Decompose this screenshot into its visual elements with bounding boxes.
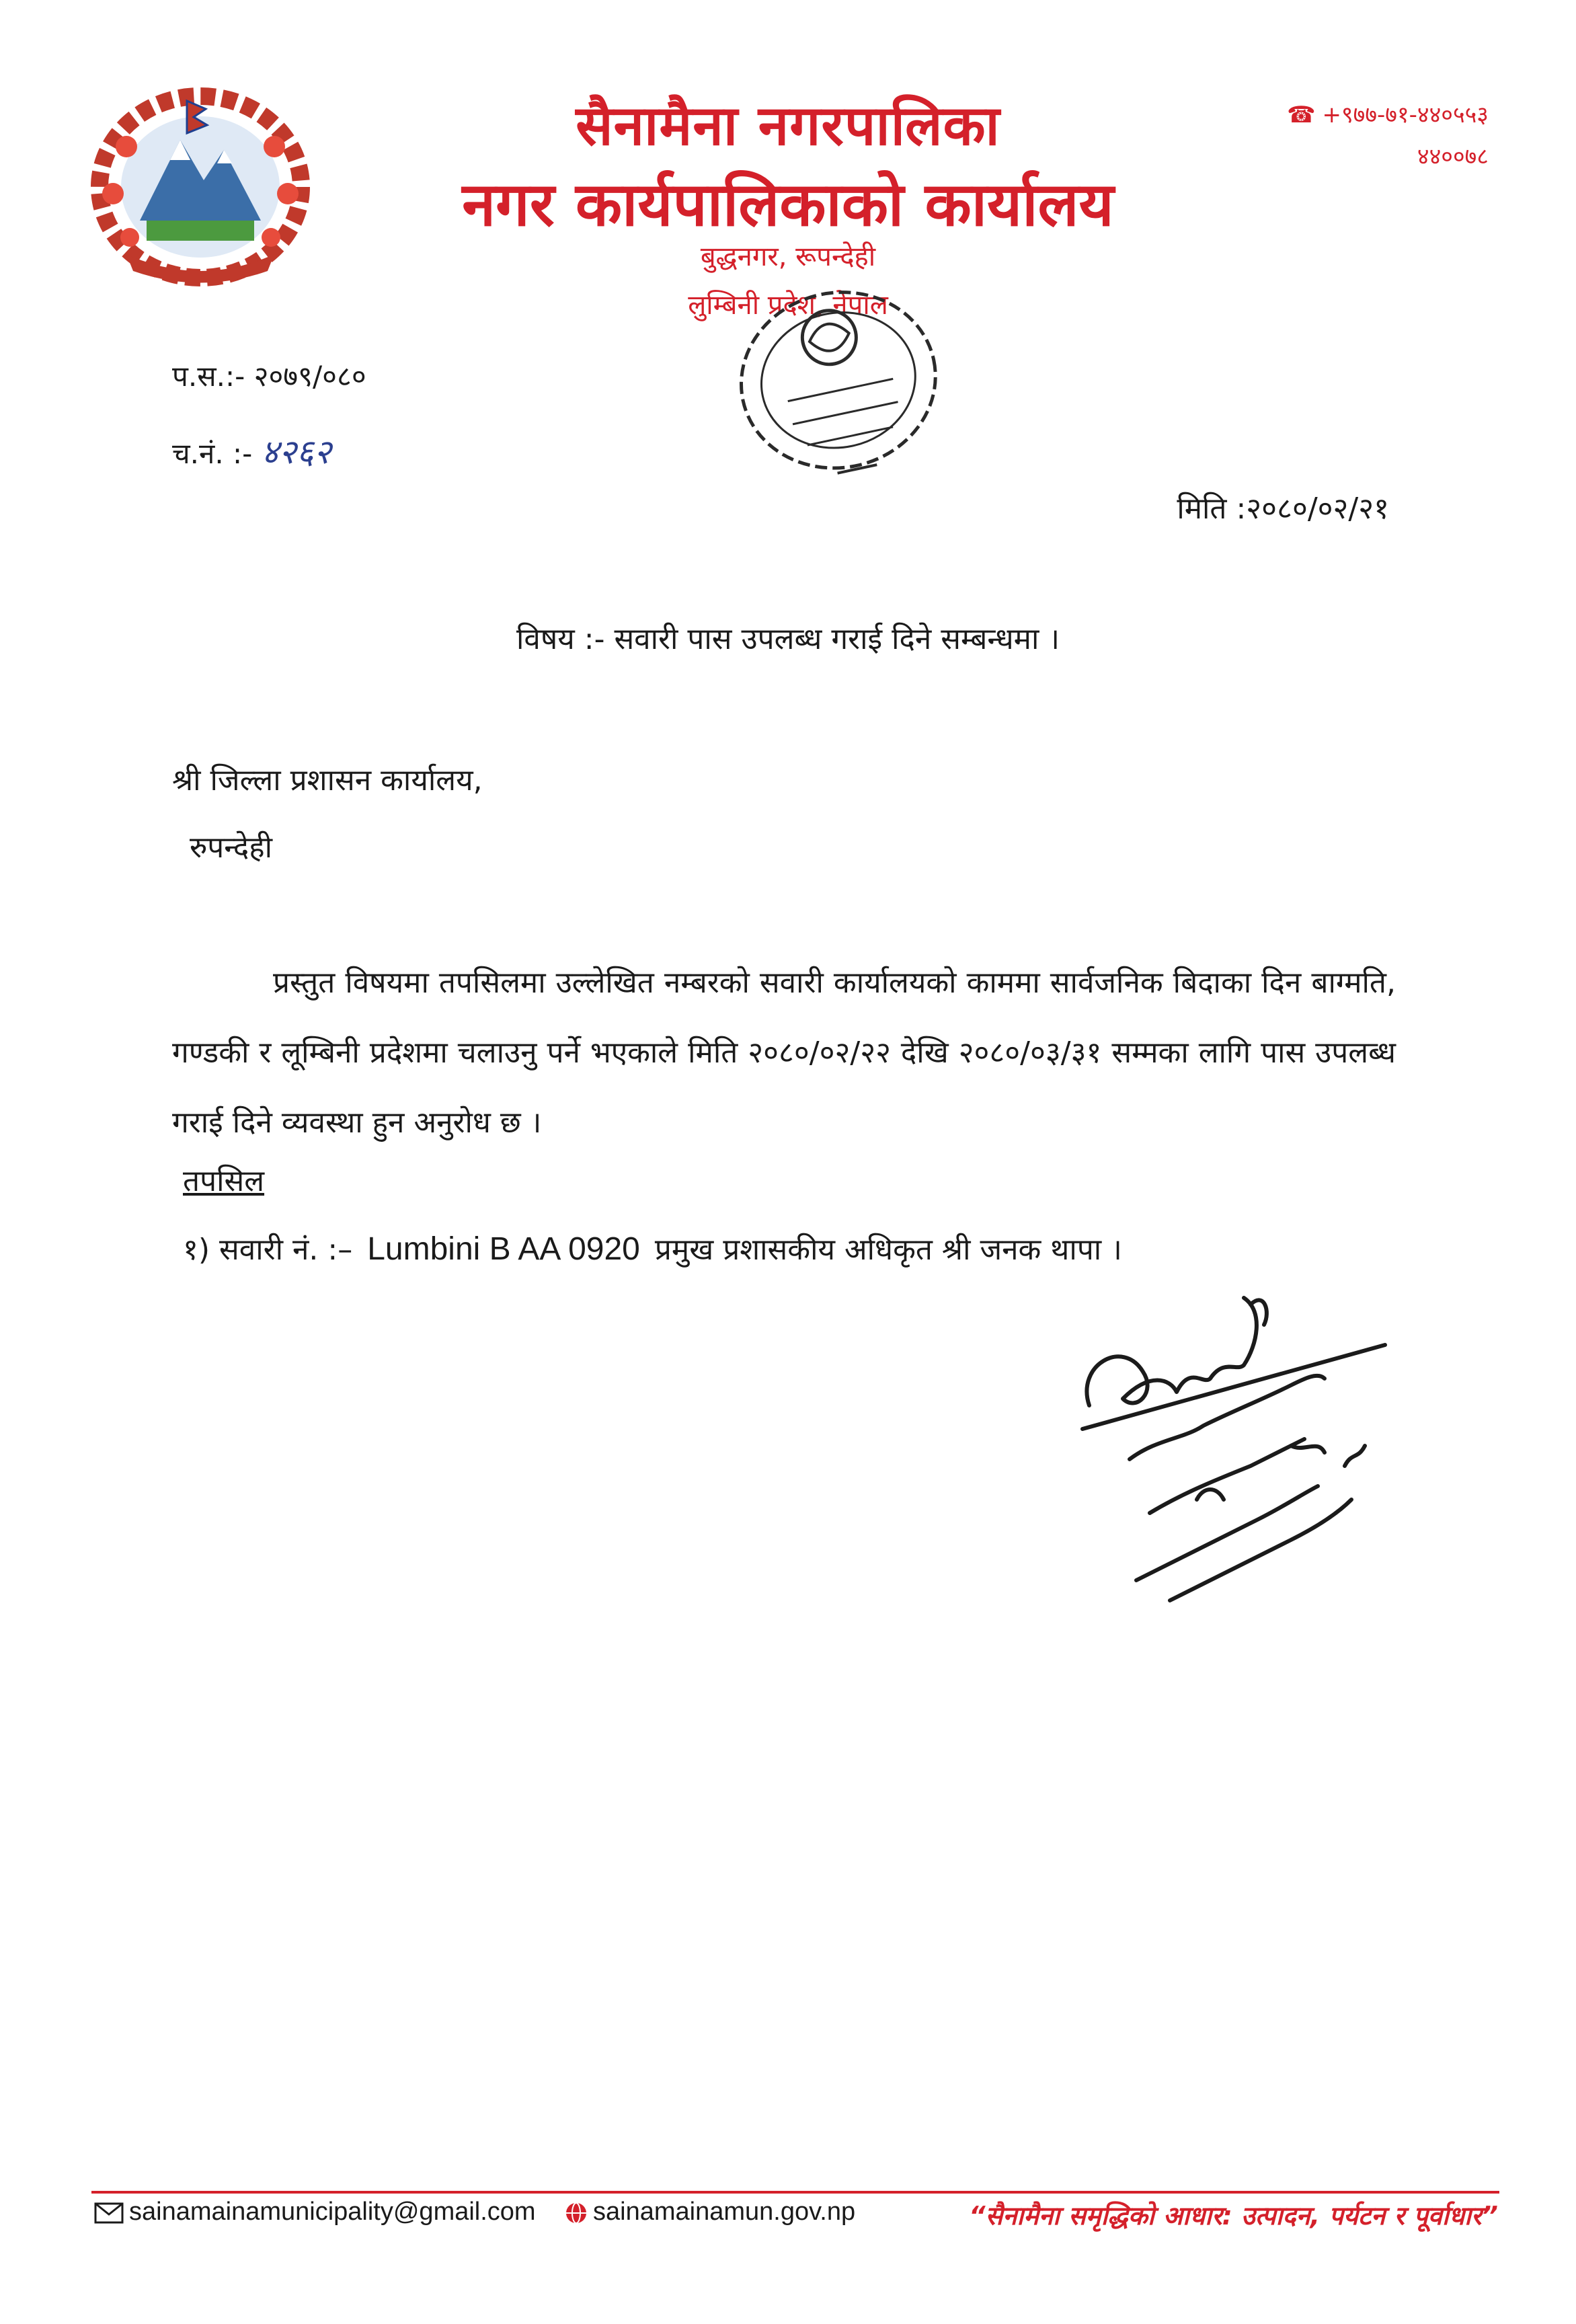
vehicle-item-prefix: १) सवारी नं. :– bbox=[183, 1233, 353, 1267]
footer-motto: “सैनामैना समृद्धिको आधार: उत्पादन, पर्यटन र पूर्वाधार” bbox=[969, 2201, 1498, 2231]
recipient-district: रुपन्देही bbox=[190, 830, 273, 865]
ps-label: प.स.:- bbox=[172, 360, 245, 393]
official-stamp-icon bbox=[713, 262, 968, 518]
reference-cn bbox=[172, 428, 331, 473]
footer-website-text[interactable]: sainamainamun.gov.np bbox=[593, 2198, 856, 2226]
footer-divider bbox=[91, 2191, 1499, 2194]
phone-block bbox=[1287, 94, 1489, 178]
municipality-name: सैनामैना नगरपालिका bbox=[576, 94, 1000, 158]
footer-email[interactable] bbox=[94, 2198, 536, 2226]
cn-label: च.नं. :- bbox=[172, 437, 253, 470]
vehicle-item bbox=[183, 1228, 1122, 1268]
footer-website[interactable] bbox=[565, 2198, 855, 2226]
cn-value: ४२६२ bbox=[261, 432, 331, 471]
envelope-icon bbox=[94, 2202, 124, 2224]
body-paragraph-text: प्रस्तुत विषयमा तपसिलमा उल्लेखित नम्बरको सवारी कार्यालयको काममा सार्वजनिक बिदाका दिन बाग्मति, गण्डकी र लूम्बिनी प्रदेशमा चलाउनु पर्ने भएकाले मिति २०८०/०२/२२ देखि २०८०/०३/३१ सम्मका लागि पास उपलब्ध गराई दिने व्यवस्था हुन अनुरोध छ । bbox=[172, 966, 1396, 1140]
office-name: नगर कार्यपालिकाको कार्यालय bbox=[462, 169, 1114, 240]
phone-number-2: ४४००७८ bbox=[1417, 143, 1489, 170]
ps-value: २०७९/०८० bbox=[253, 360, 366, 393]
handwritten-signature-icon bbox=[1062, 1284, 1439, 1661]
footer-email-text[interactable]: sainamainamunicipality@gmail.com bbox=[129, 2198, 536, 2226]
body-paragraph bbox=[172, 948, 1396, 1158]
vehicle-item-suffix: प्रमुख प्रशासकीय अधिकृत श्री जनक थापा । bbox=[654, 1233, 1122, 1267]
address-line2: लुम्बिनी प्रदेश, नेपाल bbox=[688, 290, 888, 321]
recipient-office: श्री जिल्ला प्रशासन कार्यालय, bbox=[172, 763, 483, 798]
globe-icon bbox=[565, 2202, 588, 2224]
phone-number-1: +९७७-७१-४४०५५३ bbox=[1322, 102, 1489, 128]
telephone-icon: ☎ bbox=[1287, 102, 1316, 128]
vehicle-number: Lumbini B AA 0920 bbox=[367, 1231, 640, 1267]
tapsil-heading: तपसिल bbox=[183, 1164, 265, 1198]
reference-ps bbox=[172, 356, 366, 395]
letter-date: मिति :२०८०/०२/२१ bbox=[1177, 492, 1389, 526]
subject-line: विषय :- सवारी पास उपलब्ध गराई दिने सम्बन्धमा । bbox=[516, 622, 1060, 656]
address-line1: बुद्धनगर, रूपन्देही bbox=[700, 241, 876, 272]
phone-primary bbox=[1287, 94, 1489, 136]
